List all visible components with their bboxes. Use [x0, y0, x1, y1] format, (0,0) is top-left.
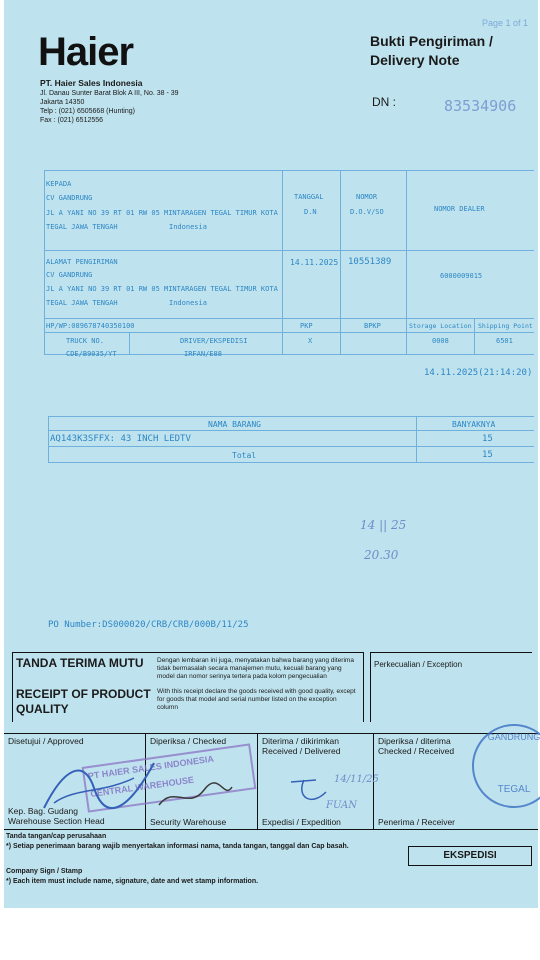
delivered-footer: Expedisi / Expedition [262, 817, 341, 827]
delivered-label-2: Received / Delivered [262, 746, 341, 756]
shipping-country: Indonesia [169, 299, 207, 307]
table-mid-line [44, 250, 534, 251]
address-line-2: Jakarta 14350 [40, 99, 85, 106]
note-en: *) Each item must include name, signature, date and wet stamp information. [6, 878, 259, 885]
document-title-id: Bukti Pengiriman / [370, 33, 493, 49]
truck-no-value: CDE/B9035/YT [66, 350, 117, 358]
delivered-label-1: Diterima / dikirimkan [262, 736, 339, 746]
consignee-city: TEGAL JAWA TENGAH [46, 223, 118, 231]
dealer-number: 6000009015 [440, 272, 483, 280]
table-col-line-3 [406, 170, 407, 354]
delivered-handwritten-name: FUAN [326, 800, 358, 811]
shipping-point-value: 6501 [496, 337, 513, 345]
company-address [40, 89, 179, 125]
nomor-sub-label: D.O.V/SO [350, 208, 384, 216]
delivery-note-sheet [4, 0, 538, 908]
receipt-title-id: TANDA TERIMA MUTU [16, 656, 144, 670]
haier-logo: Haier [38, 30, 134, 74]
page-number: Page 1 of 1 [481, 18, 528, 28]
nomor-label: NOMOR [356, 193, 378, 201]
tanggal-label: TANGGAL [294, 193, 324, 201]
approved-footer-1: Kep. Bag. Gudang [8, 806, 78, 816]
approved-footer [8, 806, 105, 826]
total-label: Total [232, 451, 257, 460]
shipping-address: JL A YANI NO 39 RT 01 RW 05 MINTARAGEN TEGAL TIMUR KOTA [46, 285, 278, 293]
items-top-line [48, 416, 534, 417]
table-top-line [44, 170, 534, 171]
telephone: Telp : (021) 6505668 (Hunting) [40, 108, 135, 115]
receiver-footer: Penerima / Receiver [378, 817, 456, 827]
shipping-city: TEGAL JAWA TENGAH [46, 299, 118, 307]
note-id: *) Setiap penerimaan barang wajib menyertakan informasi nama, tanda tangan, tanggal dan Cap basah. [6, 843, 349, 850]
shipping-date: 14.11.2025 [290, 258, 339, 267]
pkp-value: X [308, 337, 313, 345]
delivered-handwritten-date: 14/11/25 [334, 774, 379, 785]
receipt-text-id: Dengan lembaran ini juga, menyatakan bahwa barang yang diterima tidak bermasalah secara manajemen mutu, kecuali barang yang model dan nomor serinya tertera pada kolom pengecualian [157, 657, 354, 680]
driver-value: IRFAN/E88 [184, 350, 222, 358]
storage-location-value: 0008 [432, 337, 449, 345]
shipping-point-label: Shipping Point [478, 322, 533, 330]
driver-label: DRIVER/EKSPEDISI [180, 337, 248, 345]
items-col-line [416, 416, 417, 462]
table-col-line-1 [282, 170, 283, 354]
company-name: PT. Haier Sales Indonesia [40, 78, 143, 88]
address-line-1: Jl. Danau Sunter Barat Blok A III, No. 38 - 39 [40, 90, 179, 97]
pkp-label: PKP [300, 322, 313, 330]
table-line-truck [44, 332, 534, 333]
po-number: PO Number:DS000020/CRB/CRB/000B/11/25 [48, 620, 249, 630]
sign-label-id: Tanda tangan/cap perusahaan [6, 833, 107, 840]
checked-footer: Security Warehouse [150, 817, 227, 827]
approved-label: Disetujui / Approved [8, 736, 84, 746]
items-bottom-line [48, 462, 534, 463]
receiver-label-1: Diperiksa / diterima [378, 736, 451, 746]
table-col-line-4 [474, 318, 475, 354]
sign-label-en: Company Sign / Stamp [6, 868, 83, 875]
checked-label: Diperiksa / Checked [150, 736, 227, 746]
tanggal-sub-label: D.N [304, 208, 317, 216]
items-row-line [48, 446, 534, 447]
table-col-line-truck [129, 332, 130, 354]
fax: Fax : (021) 6512556 [40, 117, 104, 124]
banyaknya-label: BANYAKNYA [452, 420, 496, 429]
dn-number: 83534906 [444, 97, 517, 115]
table-line-hpwp [44, 318, 534, 319]
copy-label-ekspedisi: EKSPEDISI [408, 846, 532, 866]
document-title [370, 32, 493, 70]
warehouse-stamp-line-1: PT HAIER SALES INDONESIA [87, 753, 215, 782]
checked-signature [154, 775, 234, 815]
dn-label: DN : [372, 95, 396, 109]
shipping-name: CV GANDRUNG [46, 271, 93, 279]
storage-location-label: Storage Location [409, 322, 472, 330]
alamat-pengiriman-label: ALAMAT PENGIRIMAN [46, 258, 118, 266]
approved-footer-2: Warehouse Section Head [8, 816, 105, 826]
kepada-label: KEPADA [46, 180, 72, 188]
consignee-country: Indonesia [169, 223, 207, 231]
exception-label: Perkecualian / Exception [374, 660, 463, 669]
receipt-text-en: With this receipt declare the goods received with good quality, except for goods that model and serial number listed on the exception column [157, 688, 356, 711]
bpkp-label: BPKP [364, 322, 381, 330]
table-line-bottom [44, 354, 534, 355]
item-row-qty: 15 [482, 434, 493, 444]
truck-no-label: TRUCK NO. [66, 337, 104, 345]
receiver-label-2: Checked / Received [378, 746, 455, 756]
handwritten-time: 20.30 [364, 548, 399, 562]
warehouse-stamp-line-2: CENTRAL WAREHOUSE [89, 774, 195, 800]
total-qty: 15 [482, 450, 493, 460]
consignee-name: CV GANDRUNG [46, 194, 93, 202]
consignee-address: JL A YANI NO 39 RT 01 RW 05 MINTARAGEN TEGAL TIMUR KOTA [46, 209, 278, 217]
table-col-line-2 [340, 170, 341, 354]
handwritten-date: 14 || 25 [360, 518, 407, 532]
gandrung-stamp-city: TEGAL [497, 784, 531, 795]
table-left-line [44, 170, 45, 354]
receipt-title-en: RECEIPT OF PRODUCT QUALITY [16, 687, 151, 716]
printed-timestamp: 14.11.2025(21:14:20) [424, 368, 533, 378]
items-left-line [48, 416, 49, 462]
hpwp-number: HP/WP:089678740350100 [46, 322, 135, 330]
items-header-line [48, 430, 534, 431]
gandrung-stamp-top: GANDRUNG [487, 732, 540, 742]
document-title-en: Delivery Note [370, 52, 460, 68]
item-row-name: AQ143K3SFFX: 43 INCH LEDTV [50, 434, 191, 444]
nomor-dealer-label: NOMOR DEALER [434, 205, 485, 213]
so-number: 10551389 [348, 257, 392, 267]
nama-barang-label: NAMA BARANG [208, 420, 261, 429]
